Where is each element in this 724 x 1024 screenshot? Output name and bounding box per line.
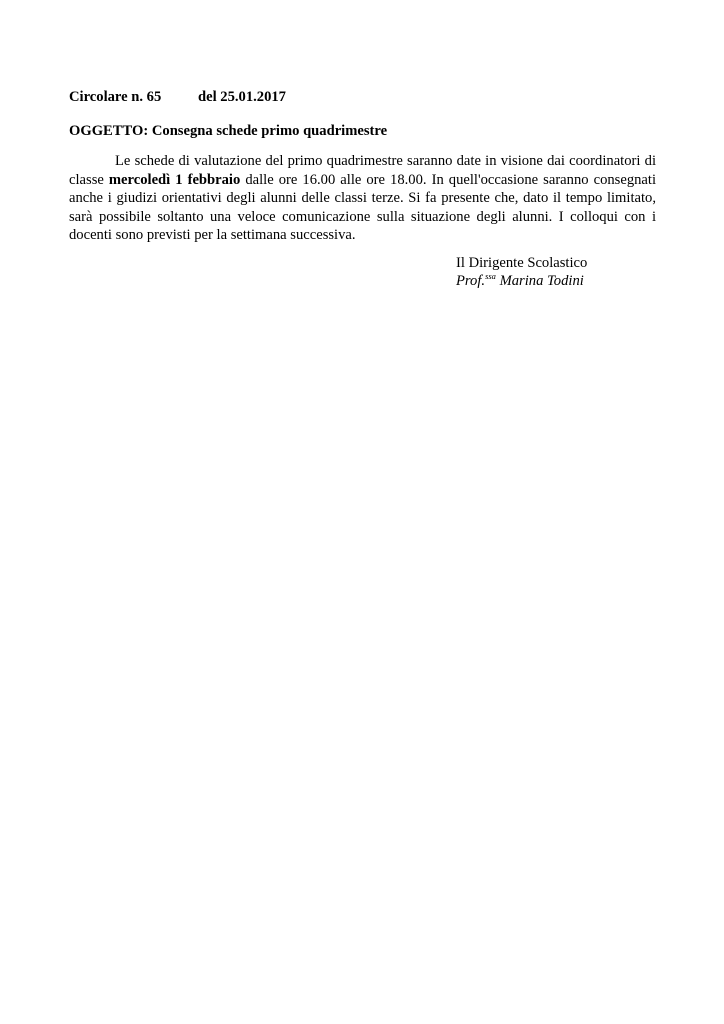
body-text-part1: Le schede di valutazione del primo quadrimestre saranno date in visione dai coordinatori di classe xyxy=(69,153,656,188)
subject-line: OGGETTO: Consegna schede primo quadrimestre xyxy=(69,123,388,139)
body-paragraph xyxy=(69,152,656,245)
body-text-part2: dalle ore 16.00 alle ore 18.00. In quell'occasione saranno consegnati anche i giudizi orientativi degli alunni delle classi terze. Si fa presente che, dato il tempo limitato, sarà possibile soltanto una veloce comunicazione sulla situazione degli alunni. I colloqui con i docenti sono previsti per la settimana successiva. xyxy=(69,171,656,243)
signature-title-suffix: ssa xyxy=(485,270,496,281)
signature-block xyxy=(456,255,587,290)
signature-role: Il Dirigente Scolastico xyxy=(456,255,588,271)
circular-number: Circolare n. 65 xyxy=(69,89,162,105)
signature-name: Marina Todini xyxy=(495,272,584,289)
circular-header xyxy=(69,88,286,106)
circular-date: del 25.01.2017 xyxy=(198,89,286,105)
signature-title-prefix: Prof. xyxy=(456,272,486,289)
body-highlight-date: mercoledì 1 febbraio xyxy=(108,171,241,188)
signature-name-line xyxy=(456,270,587,291)
